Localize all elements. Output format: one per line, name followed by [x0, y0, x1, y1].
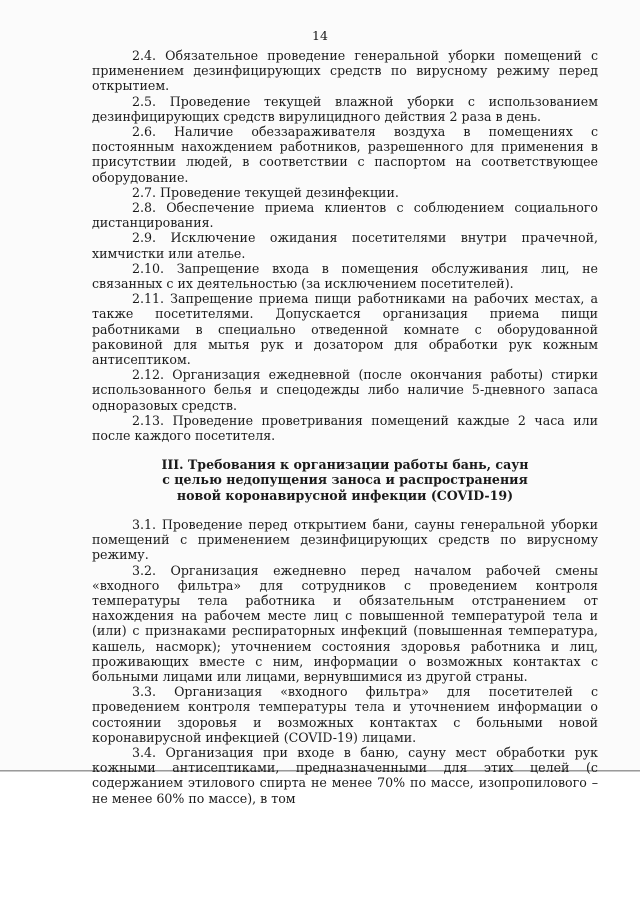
paragraph-2-5: 2.5. Проведение текущей влажной уборки с использованием дезинфицирующих средств вирулицидного действия 2 раза в день. [92, 93, 598, 124]
document-body [92, 48, 598, 806]
page-number: 14 [312, 28, 328, 43]
section-heading-line-3: новой коронавирусной инфекции (COVID-19) [176, 487, 514, 503]
paragraph-2-9: 2.9. Исключение ожидания посетителями внутри прачечной, химчистки или ателье. [92, 230, 598, 261]
paragraph-2-11: 2.11. Запрещение приема пищи работниками на рабочих местах, а также посетителями. Допускается организация приема пищи работниками в специально отведенной комнате с оборудованной раковиной для мытья рук и дозатором для обработки рук кожным антисептиком. [92, 291, 598, 368]
paragraph-2-4: 2.4. Обязательное проведение генеральной уборки помещений с применением дезинфицирующих средств по вирусному режиму перед открытием. [92, 48, 598, 94]
paragraph-2-7: 2.7. Проведение текущей дезинфекции. [132, 184, 399, 200]
paragraph-2-10: 2.10. Запрещение входа в помещения обслуживания лиц, не связанных с их деятельностью (за исключением посетителей). [92, 260, 598, 292]
paragraph-3-2: 3.2. Организация ежедневно перед началом рабочей смены «входного фильтра» для сотрудников с проведением контроля температуры тела работника и обязательным отстранением от нахождения на рабочем месте лиц с повышенной температурой тела и (или) с признаками респираторных инфекций (повышенная температура, кашель, насморк); уточнением состояния здоровья работника и лиц, проживающих вместе с ним, информации о возможных контактах с больными лицами или лицами, вернувшимися из другой страны. [92, 562, 598, 684]
section-heading-line-2: с целью недопущения заноса и распространения [162, 472, 528, 488]
paragraph-2-12: 2.12. Организация ежедневной (после окончания работы) стирки использованного белья и спецодежды либо наличие 5-дневного запаса одноразовых средств. [92, 367, 598, 413]
paragraph-2-6: 2.6. Наличие обеззараживателя воздуха в помещениях с постоянным нахождением работников, разрешенного для применения в присутствии людей, в соответствии с паспортом на соответствующее оборудование. [92, 124, 598, 185]
section-heading [92, 457, 598, 503]
section-heading-line-1: III. Требования к организации работы бань, саун [161, 457, 529, 473]
paragraph-3-3: 3.3. Организация «входного фильтра» для посетителей с проведением контроля температуры тела и уточнением информации о состоянии здоровья и возможных контактах с больными новой коронавирусной инфекцией (COVID-19) лицами. [92, 684, 598, 745]
paragraph-2-13: 2.13. Проведение проветривания помещений каждые 2 часа или после каждого посетителя. [92, 412, 598, 444]
paragraph-3-4: 3.4. Организация при входе в баню, сауну мест обработки рук кожными антисептиками, предназначенными для этих целей (с содержанием этилового спирта не менее 70% по массе, изопропилового – не менее 60% по массе), в том [92, 744, 598, 806]
paragraph-2-8: 2.8. Обеспечение приема клиентов с соблюдением социального дистанцирования. [92, 200, 598, 231]
paragraph-3-1: 3.1. Проведение перед открытием бани, сауны генеральной уборки помещений с применением дезинфицирующих средств по вирусному режиму. [92, 516, 598, 563]
